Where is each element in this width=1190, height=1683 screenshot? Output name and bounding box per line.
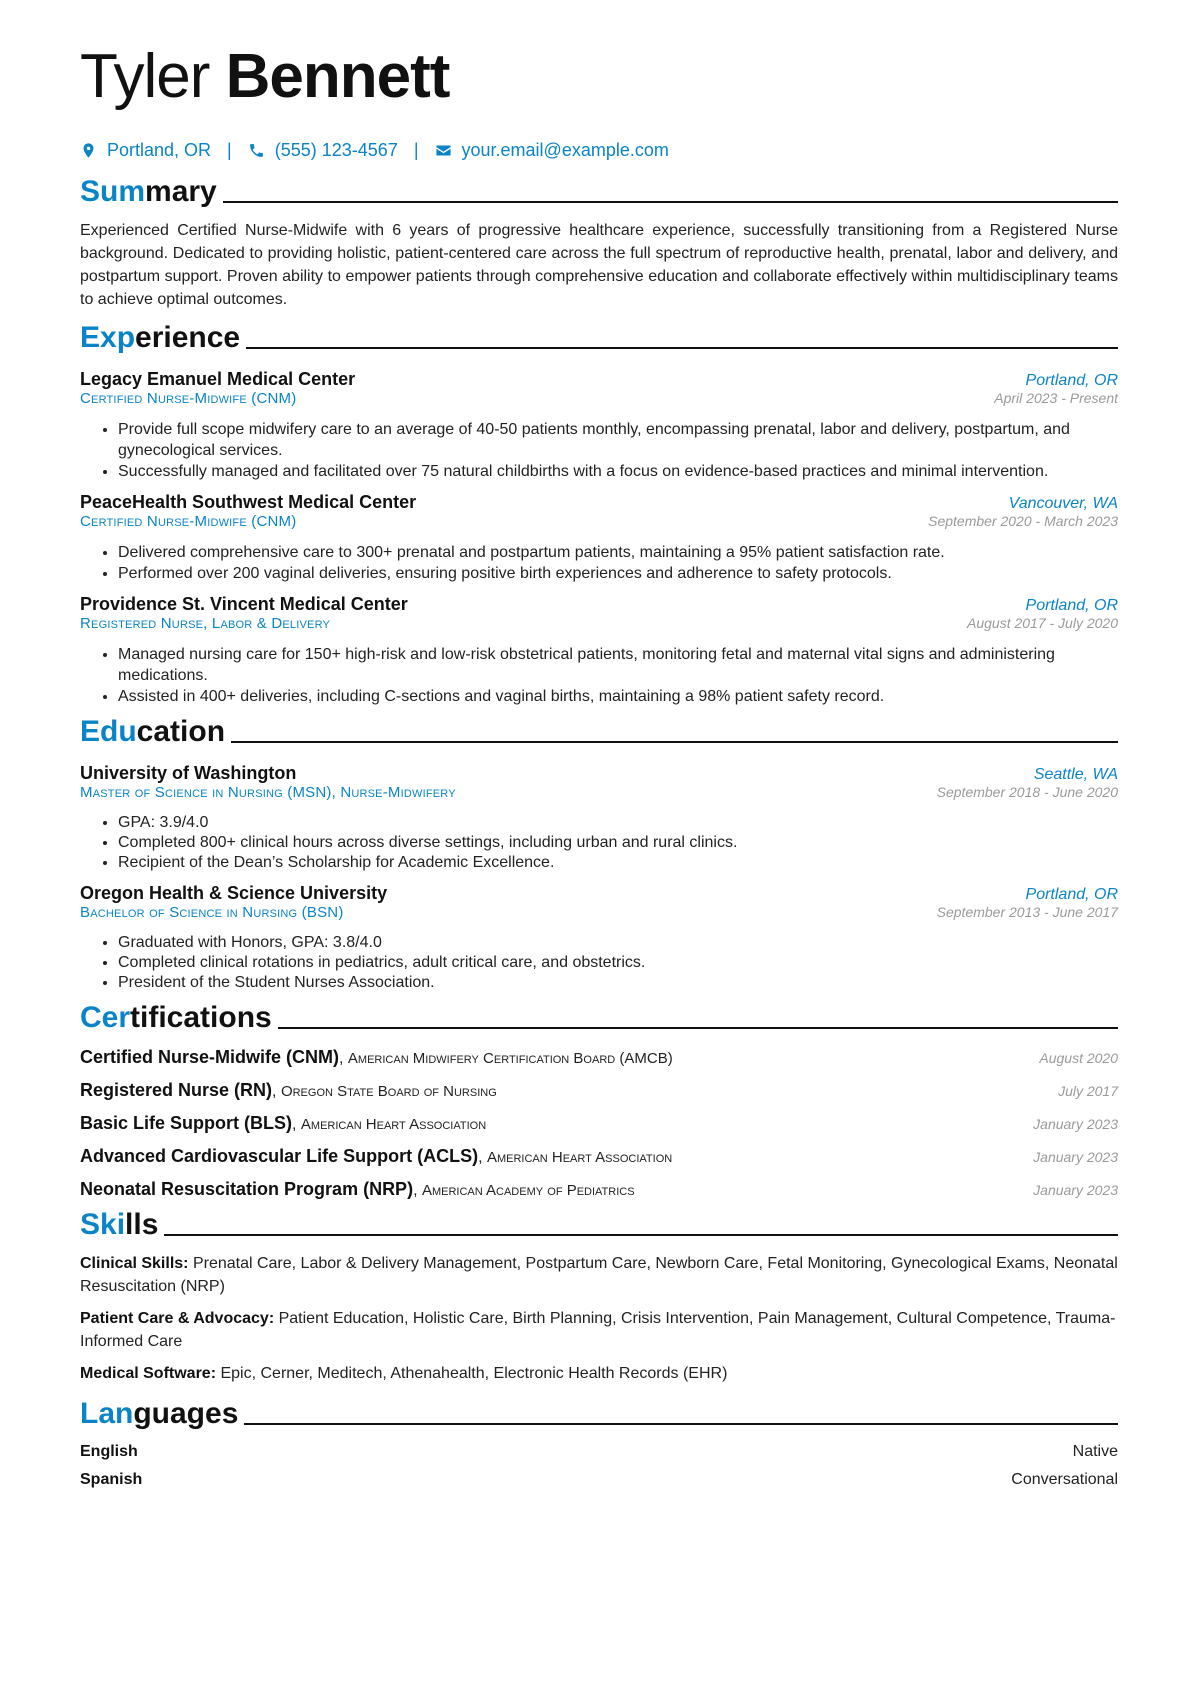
education-entry [80, 763, 1118, 873]
certification-issuer: American Academy of Pediatrics [421, 1182, 635, 1199]
contact-separator: | [227, 140, 232, 160]
employer-name: Providence St. Vincent Medical Center [80, 594, 408, 614]
experience-entry [80, 594, 1118, 707]
section-rule [244, 1423, 1118, 1425]
bullet-list [80, 542, 1118, 584]
language-item [80, 1443, 1118, 1461]
section-rule [246, 347, 1118, 349]
entry-date: August 2017 - July 2020 [967, 615, 1118, 631]
bullet-item: • Recipient of the Dean’s Scholarship for Academic Excellence. [118, 853, 1118, 873]
job-title: Certified Nurse-Midwife (CNM) [80, 513, 297, 530]
bullet-item: • Delivered comprehensive care to 300+ prenatal and postpartum patients, maintaining a 95% patient satisfaction rate. [118, 542, 1118, 563]
school-name: Oregon Health & Science University [80, 883, 388, 903]
section-rule [164, 1234, 1118, 1236]
section-title: Languages [80, 1397, 239, 1430]
skill-group-label: Clinical Skills: [80, 1255, 189, 1272]
contact-phone[interactable] [248, 140, 398, 161]
section-rule [278, 1027, 1118, 1029]
certification-date: January 2023 [1033, 1149, 1118, 1165]
location-text: Portland, OR [107, 140, 212, 160]
phone-text: (555) 123-4567 [274, 140, 398, 160]
section-title: Skills [80, 1208, 159, 1241]
skill-group-value: Prenatal Care, Labor & Delivery Management, Postpartum Care, Newborn Care, Fetal Monitoring, Gynecological Exams, Neonatal Resuscitation (NRP) [80, 1255, 1118, 1295]
bullet-item: • Successfully managed and facilitated over 75 natural childbirths with a focus on evidence-based practices and minimal intervention. [118, 461, 1118, 482]
section-title: Education [80, 715, 226, 748]
school-name: University of Washington [80, 763, 297, 783]
entry-location: Vancouver, WA [1008, 495, 1118, 512]
bullet-list [80, 813, 1118, 873]
job-title: Registered Nurse, Labor & Delivery [80, 615, 331, 632]
section-rule [231, 741, 1118, 743]
bullet-list [80, 419, 1118, 482]
certification-date: August 2020 [1039, 1050, 1118, 1066]
language-item [80, 1471, 1118, 1489]
bullet-item: • Completed 800+ clinical hours across diverse settings, including urban and rural clinics. [118, 833, 1118, 853]
summary-text: Experienced Certified Nurse-Midwife with 6 years of progressive healthcare experience, successfully transitioning from a Registered Nurse background. Dedicated to providing holistic, patient-centered care across the full spectrum of reproductive health, prenatal, labor and delivery, and postpartum support. Proven ability to empower patients through comprehensive education and collaborate effectively within multidisciplinary teams to achieve optimal outcomes. [80, 222, 1118, 308]
skill-group-value: Patient Education, Holistic Care, Birth Planning, Crisis Intervention, Pain Management, Cultural Competence, Trauma-Informed Care [80, 1310, 1116, 1350]
section-title: Experience [80, 321, 241, 354]
contact-bar [80, 140, 1118, 161]
education-entry [80, 883, 1118, 993]
certification-date: January 2023 [1033, 1116, 1118, 1132]
certifications-heading [80, 1003, 1118, 1033]
certification-date: January 2023 [1033, 1182, 1118, 1198]
entry-location: Portland, OR [1025, 372, 1118, 389]
certification-name: Registered Nurse (RN) [80, 1080, 273, 1100]
entry-location: Portland, OR [1025, 886, 1118, 903]
certification-item: Registered Nurse (RN), Oregon State Board of Nursing July 2017 [80, 1080, 1118, 1100]
candidate-name [80, 42, 1118, 111]
email-text: your.email@example.com [461, 140, 669, 160]
job-title: Certified Nurse-Midwife (CNM) [80, 390, 297, 407]
section-rule [223, 201, 1118, 203]
bullet-item: • Graduated with Honors, GPA: 3.8/4.0 [118, 933, 1118, 953]
bullet-item: • President of the Student Nurses Association. [118, 973, 1118, 993]
certification-issuer: Oregon State Board of Nursing [280, 1083, 497, 1100]
employer-name: PeaceHealth Southwest Medical Center [80, 492, 417, 512]
entry-date: April 2023 - Present [994, 390, 1118, 406]
skills-heading [80, 1210, 1118, 1240]
skill-group [80, 1252, 1118, 1298]
skill-group [80, 1307, 1118, 1353]
certification-date: July 2017 [1058, 1083, 1118, 1099]
certification-issuer: American Heart Association [300, 1116, 487, 1133]
map-pin-icon [80, 142, 97, 159]
employer-name: Legacy Emanuel Medical Center [80, 369, 356, 389]
skill-group-value: Epic, Cerner, Meditech, Athenahealth, Electronic Health Records (EHR) [220, 1365, 728, 1382]
language-name: English [80, 1443, 138, 1460]
section-title: Summary [80, 175, 217, 208]
languages-heading [80, 1399, 1118, 1429]
skill-group-label: Medical Software: [80, 1365, 217, 1382]
certification-item: Advanced Cardiovascular Life Support (ACLS), American Heart Association January 2023 [80, 1146, 1118, 1166]
entry-location: Portland, OR [1025, 597, 1118, 614]
first-name: Tyler [80, 42, 210, 111]
certification-item: Neonatal Resuscitation Program (NRP), American Academy of Pediatrics January 2023 [80, 1179, 1118, 1199]
certification-name: Neonatal Resuscitation Program (NRP) [80, 1179, 414, 1199]
bullet-item: • Completed clinical rotations in pediatrics, adult critical care, and obstetrics. [118, 953, 1118, 973]
certification-issuer: American Heart Association [486, 1149, 673, 1166]
degree: Master of Science in Nursing (MSN), Nurse-Midwifery [80, 784, 456, 801]
entry-location: Seattle, WA [1033, 766, 1118, 783]
contact-location [80, 140, 211, 161]
bullet-item: • Managed nursing care for 150+ high-risk and low-risk obstetrical patients, monitoring fetal and maternal vital signs and administering medications. [118, 644, 1118, 686]
envelope-icon [435, 142, 452, 159]
bullet-item: • Provide full scope midwifery care to an average of 40-50 patients monthly, encompassing prenatal, labor and delivery, postpartum, and gynecological services. [118, 419, 1118, 461]
section-title: Certifications [80, 1001, 272, 1034]
bullet-item: • Performed over 200 vaginal deliveries, ensuring positive birth experiences and adherence to safety protocols. [118, 563, 1118, 584]
summary-heading [80, 177, 1118, 207]
contact-email[interactable] [435, 140, 669, 161]
certification-item: Basic Life Support (BLS), American Heart Association January 2023 [80, 1113, 1118, 1133]
skill-group-label: Patient Care & Advocacy: [80, 1310, 275, 1327]
certification-name: Certified Nurse-Midwife (CNM) [80, 1047, 340, 1067]
entry-date: September 2018 - June 2020 [936, 784, 1118, 800]
bullet-list [80, 933, 1118, 993]
entry-date: September 2020 - March 2023 [928, 513, 1118, 529]
entry-date: September 2013 - June 2017 [936, 904, 1118, 920]
language-level: Conversational [1011, 1471, 1118, 1488]
language-level: Native [1072, 1443, 1118, 1460]
certification-name: Basic Life Support (BLS) [80, 1113, 293, 1133]
bullet-item: • Assisted in 400+ deliveries, including C-sections and vaginal births, maintaining a 98% patient safety record. [118, 686, 1118, 707]
bullet-item: • GPA: 3.9/4.0 [118, 813, 1118, 833]
experience-entry [80, 492, 1118, 584]
certification-name: Advanced Cardiovascular Life Support (ACLS) [80, 1146, 479, 1166]
language-name: Spanish [80, 1471, 143, 1488]
skill-group [80, 1362, 1118, 1385]
phone-icon [248, 142, 265, 159]
certification-issuer: American Midwifery Certification Board (AMCB) [347, 1050, 673, 1067]
experience-entry [80, 369, 1118, 482]
last-name: Bennett [225, 42, 450, 111]
contact-separator: | [413, 140, 419, 160]
degree: Bachelor of Science in Nursing (BSN) [80, 904, 344, 921]
experience-heading [80, 323, 1118, 353]
bullet-list [80, 644, 1118, 707]
certification-item: Certified Nurse-Midwife (CNM), American Midwifery Certification Board (AMCB) August 2020 [80, 1047, 1118, 1067]
education-heading [80, 717, 1118, 747]
